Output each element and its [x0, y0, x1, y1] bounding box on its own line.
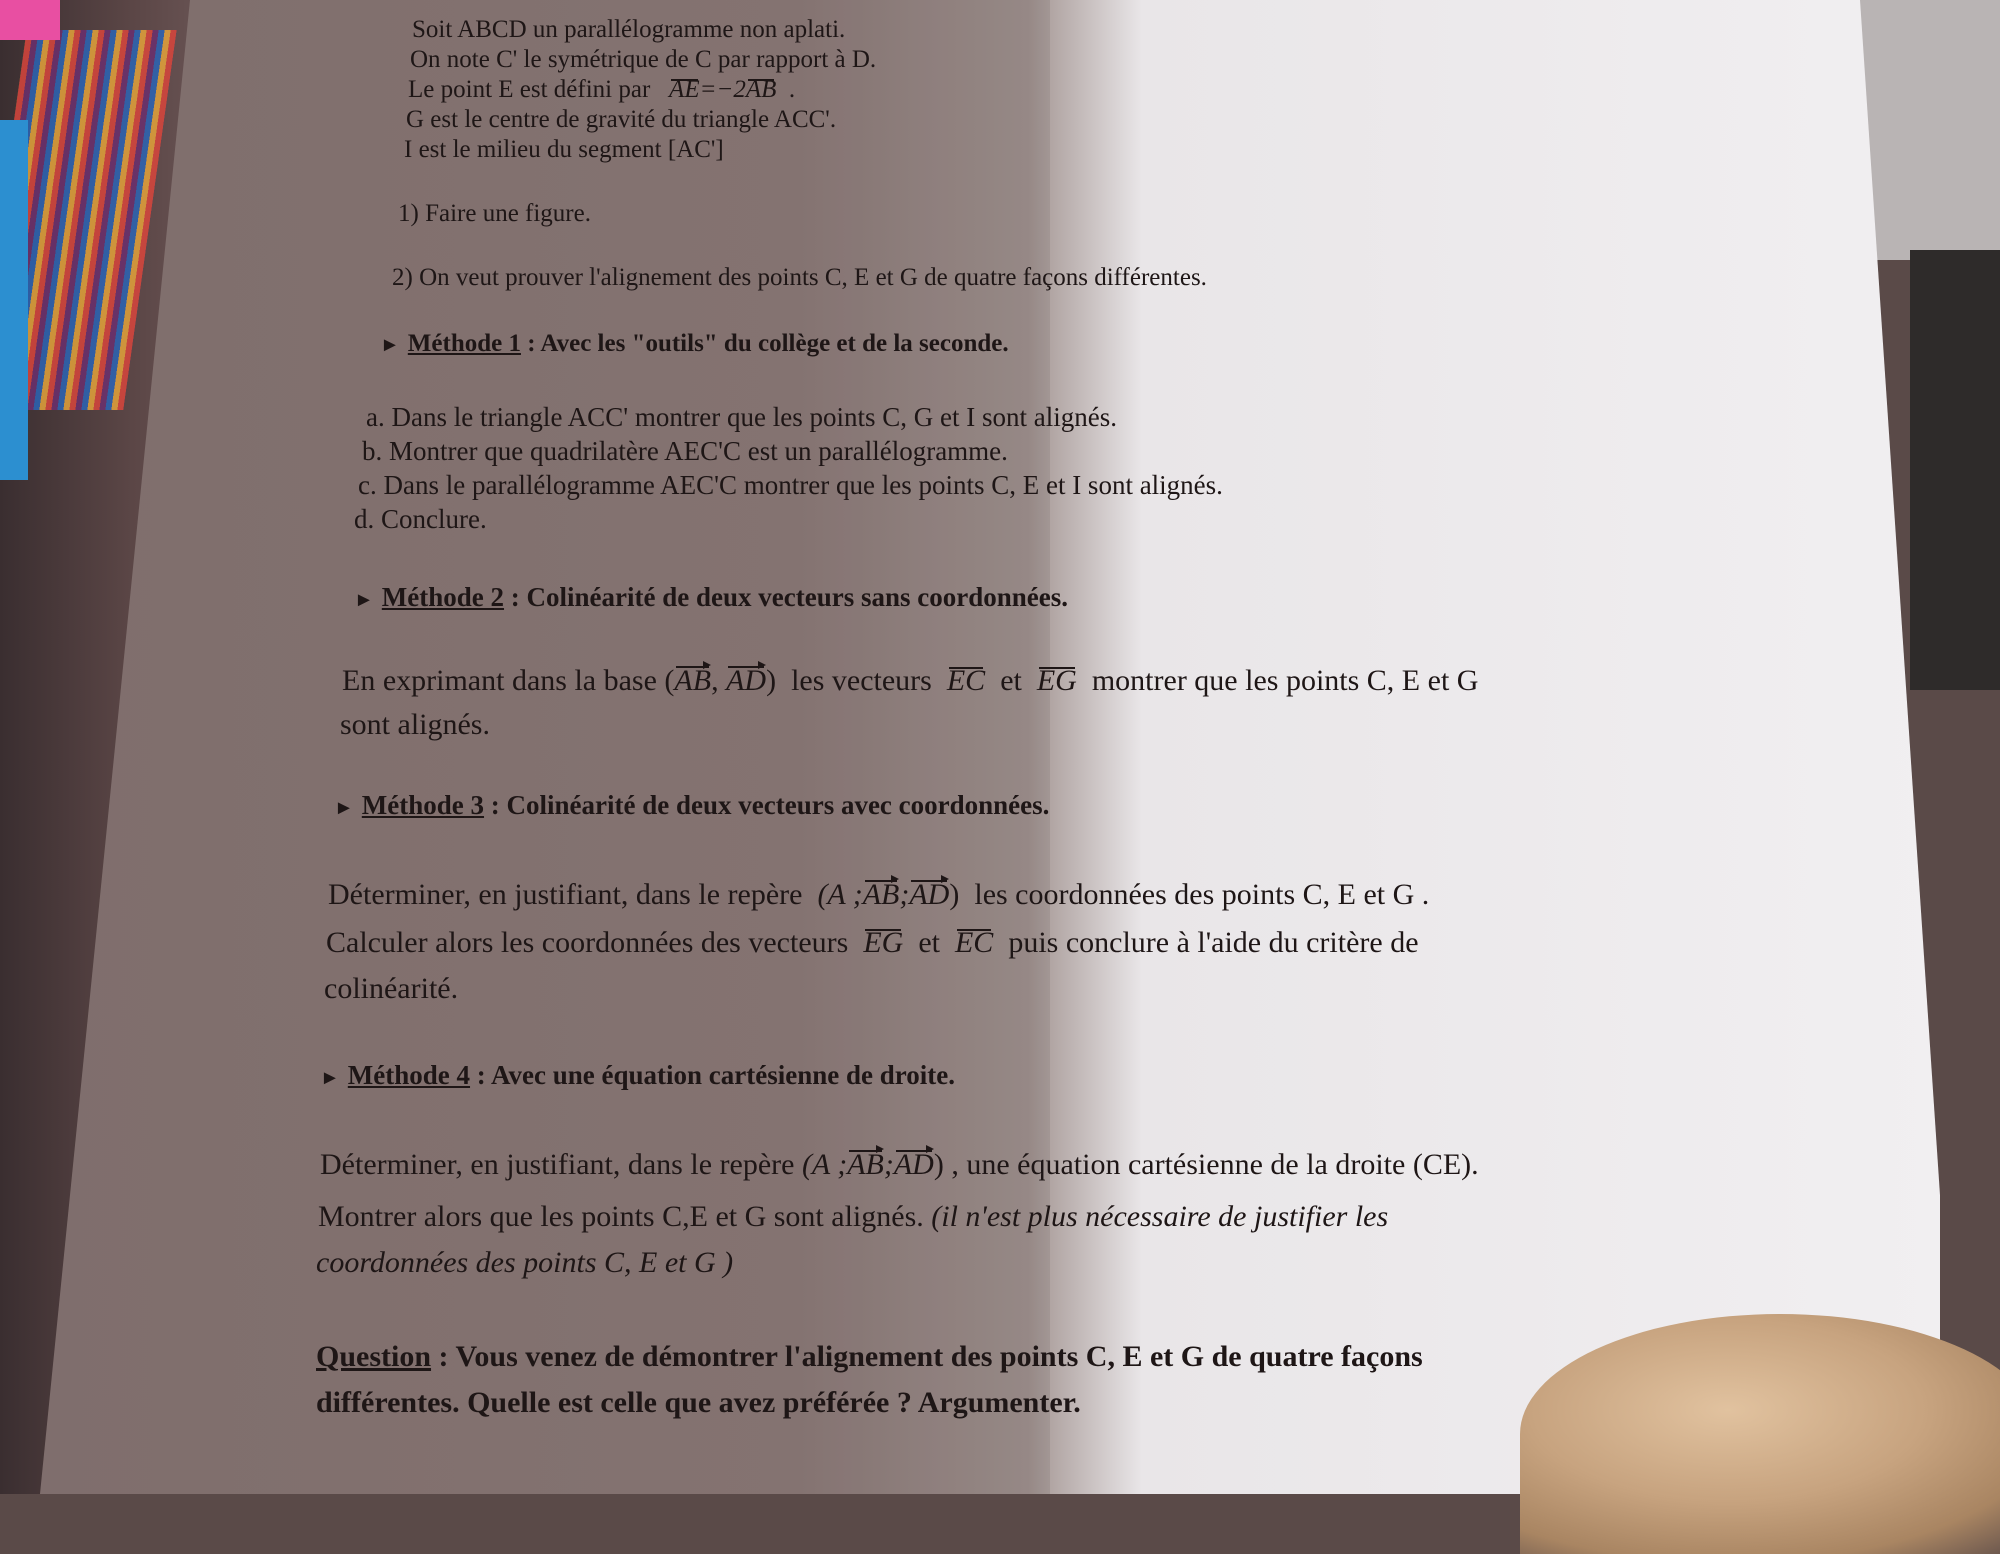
arrow-right-icon: ►	[334, 797, 354, 819]
method-1-item-d: d. Conclure.	[354, 504, 487, 534]
method-3-paragraph-1	[328, 878, 1429, 912]
vector-AD: AD	[909, 878, 950, 911]
base-sep: ,	[711, 664, 719, 697]
vector-EG: EG	[1036, 664, 1077, 697]
method-4-label: Méthode 4	[347, 1060, 471, 1090]
intro-line-3-coef: =−2	[699, 76, 746, 103]
method-2-title: : Colinéarité de deux vecteurs sans coordonnées.	[504, 582, 1068, 612]
vector-AB: AB	[847, 1148, 884, 1181]
vector-AB: AB	[745, 76, 777, 103]
method-4-note-2: coordonnées des points C, E et G )	[316, 1246, 734, 1279]
method-3-label: Méthode 3	[361, 790, 485, 820]
intro-line-3	[408, 76, 795, 104]
vector-AB: AB	[674, 664, 712, 697]
background-pink-book	[0, 0, 60, 40]
frame-sep: ;	[883, 1148, 894, 1181]
method-2-paragraph-1	[342, 664, 1478, 698]
method-3-text-2: les coordonnées des points C, E et G .	[974, 878, 1430, 911]
frame-close: )	[933, 1148, 944, 1181]
method-4-text-1: Déterminer, en justifiant, dans le repère	[320, 1148, 795, 1181]
method-2-heading	[354, 582, 1068, 613]
hand-blur	[1520, 1314, 2000, 1554]
method-4-paragraph-1	[320, 1148, 1479, 1182]
method-1-item-b: b. Montrer que quadrilatère AEC'C est un parallélogramme.	[362, 436, 1008, 466]
vector-AD: AD	[893, 1148, 934, 1181]
intro-line-3-text: Le point E est défini par	[408, 76, 651, 103]
base-open: (	[664, 664, 675, 697]
method-1-label: Méthode 1	[407, 330, 521, 357]
vector-AD: AD	[726, 664, 767, 697]
base-close: )	[766, 664, 777, 697]
background-blue-book	[0, 120, 28, 480]
method-2-et: et	[1000, 664, 1022, 697]
final-question-line-1	[316, 1340, 1423, 1374]
frame-open: (A ;	[801, 1148, 848, 1181]
method-2-text-1: En exprimant dans la base	[342, 664, 657, 697]
method-4-title: : Avec une équation cartésienne de droite.	[470, 1060, 955, 1090]
method-3-text-3: Calculer alors les coordonnées des vecteurs	[326, 926, 849, 959]
vector-AE: AE	[669, 76, 700, 103]
arrow-right-icon: ►	[320, 1067, 340, 1089]
method-4-heading	[320, 1060, 955, 1091]
method-3-heading	[334, 790, 1049, 821]
arrow-right-icon: ►	[354, 589, 374, 611]
final-question-label: Question	[316, 1340, 432, 1373]
method-2-text-2: les vecteurs	[791, 664, 932, 697]
method-3-paragraph-3: colinéarité.	[324, 972, 459, 1005]
vector-EC: EC	[946, 664, 986, 697]
question-2: 2) On veut prouver l'alignement des points C, E et G de quatre façons différentes.	[392, 264, 1207, 291]
question-1: 1) Faire une figure.	[398, 200, 591, 227]
vector-AB: AB	[862, 878, 900, 911]
method-4-note-1: (il n'est plus nécessaire de justifier les	[931, 1200, 1389, 1233]
intro-line-4: G est le centre de gravité du triangle ACC'.	[406, 106, 837, 133]
intro-line-3-end: .	[788, 76, 796, 103]
final-question-line-2: différentes. Quelle est celle que avez préférée ? Argumenter.	[316, 1386, 1081, 1419]
vector-EC: EC	[954, 926, 994, 959]
frame-close: )	[949, 878, 960, 911]
method-3-text-4: puis conclure à l'aide du critère de	[1008, 926, 1419, 959]
background-right-object	[1910, 250, 2000, 690]
method-3-title: : Colinéarité de deux vecteurs avec coordonnées.	[484, 790, 1050, 820]
method-1-title: : Avec les "outils" du collège et de la seconde.	[520, 330, 1009, 357]
method-4-text-2: , une équation cartésienne de la droite (CE).	[951, 1148, 1479, 1181]
frame-open: (A ;	[817, 878, 863, 911]
intro-line-2: On note C' le symétrique de C par rapport à D.	[410, 46, 877, 73]
method-2-paragraph-2: sont alignés.	[340, 708, 490, 741]
method-2-label: Méthode 2	[381, 582, 505, 612]
arrow-right-icon: ►	[380, 334, 400, 356]
method-1-heading	[380, 330, 1009, 358]
method-1-item-c: c. Dans le parallélogramme AEC'C montrer que les points C, E et I sont alignés.	[358, 470, 1223, 500]
vector-EG: EG	[863, 926, 904, 959]
intro-line-1: Soit ABCD un parallélogramme non aplati.	[412, 16, 846, 43]
method-3-paragraph-2	[326, 926, 1419, 960]
intro-line-5: I est le milieu du segment [AC']	[404, 136, 724, 163]
frame-sep: ;	[899, 878, 910, 911]
final-question-text-1: : Vous venez de démontrer l'alignement des points C, E et G de quatre façons	[431, 1340, 1423, 1373]
method-1-item-a: a. Dans le triangle ACC' montrer que les points C, G et I sont alignés.	[366, 402, 1117, 432]
method-3-text-1: Déterminer, en justifiant, dans le repère	[328, 878, 803, 911]
method-3-et: et	[918, 926, 940, 959]
method-4-paragraph-2	[318, 1200, 1388, 1234]
method-4-text-3: Montrer alors que les points C,E et G sont alignés.	[318, 1200, 924, 1233]
method-2-text-3: montrer que les points C, E et G	[1091, 664, 1479, 697]
